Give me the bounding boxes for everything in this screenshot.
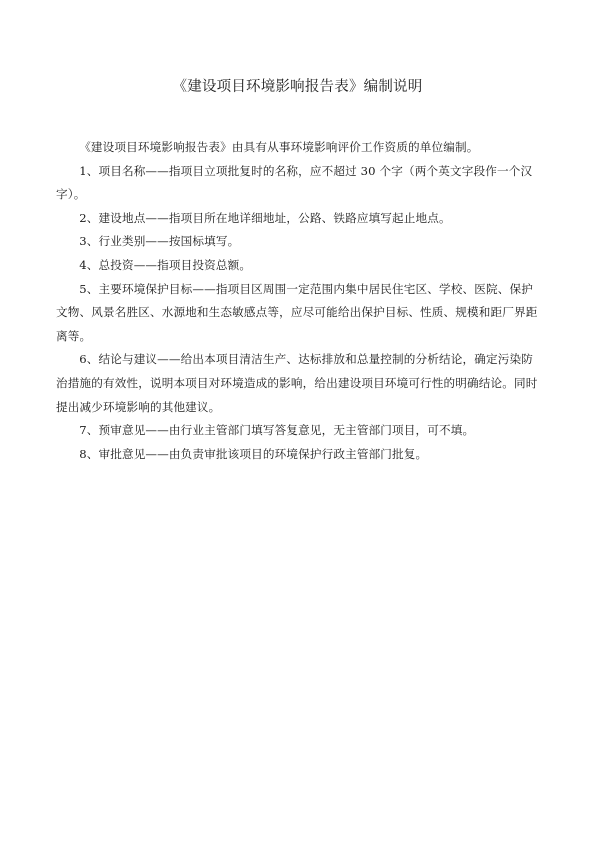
item-industry-category: 3、行业类别——按国标填写。 (79, 234, 240, 249)
item-conclusions: 6、结论与建议——给出本项目清洁生产、达标排放和总量控制的分析结论，确定污染防治措施的有效性，说明本项目对环境造成的影响，给出建设项目环境可行性的明确结论。同时提出减少环境影响的其他建议。 (56, 352, 538, 414)
intro-paragraph: 《建设项目环境影响报告表》由具有从事环境影响评价工作资质的单位编制。 (79, 140, 479, 154)
item-project-name: 1、项目名称——指项目立项批复时的名称，应不超过 30 个字（两个英文字段作一个汉字）。 (56, 163, 533, 202)
item-protection-targets: 5、主要环境保护目标——指项目区周围一定范围内集中居民住宅区、学校、医院、保护文物、风景名胜区、水源地和生态敏感点等，应尽可能给出保护目标、性质、规模和距厂界距离等。 (56, 281, 538, 343)
item-preliminary-review: 7、预审意见——由行业主管部门填写答复意见，无主管部门项目，可不填。 (79, 423, 475, 438)
item-total-investment: 4、总投资——指项目投资总额。 (79, 257, 252, 272)
item-construction-site: 2、建设地点——指项目所在地详细地址，公路、铁路应填写起止地点。 (79, 210, 451, 225)
item-approval-opinion: 8、审批意见——由负责审批该项目的环境保护行政主管部门批复。 (79, 446, 428, 461)
document-body (56, 136, 544, 466)
document-title: 《建设项目环境影响报告表》编制说明 (172, 79, 423, 95)
